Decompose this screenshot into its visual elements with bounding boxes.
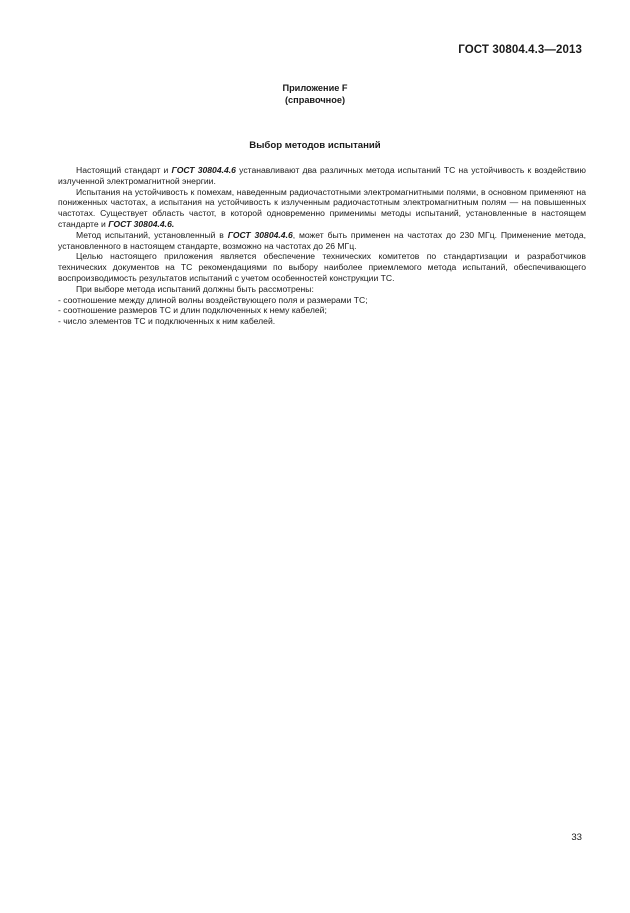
standard-reference: ГОСТ 30804.4.6: [171, 165, 236, 175]
paragraph: [58, 165, 586, 187]
section-title: Выбор методов испытаний: [249, 140, 381, 151]
paragraph-text: Метод испытаний, установленный в: [76, 229, 228, 240]
list-item: - соотношение размеров ТС и длин подключенных к нему кабелей;: [58, 305, 327, 316]
paragraph: Целью настоящего приложения является обеспечение технических комитетов по стандартизации и разработчиков технических документов на ТС рекомендациями по выбору наиболее приемлемого метода испытаний, обеспечивающего воспроизводимость результатов испытаний с учетом особенностей конструкции ТС.: [58, 251, 586, 283]
paragraph-text: Испытания на устойчивость к помехам, наведенным радиочастотными электромагнитными полями, в основном применяют на пониженных частотах, а испытания на устойчивость к излученным радиочастотным электромагнитным полям — на повышенных частотах. Существует область частот, в которой одновременно применимы методы испытаний, установленные в настоящем стандарте и: [58, 186, 586, 229]
body-text: [58, 165, 586, 327]
paragraph: [58, 230, 586, 252]
paragraph-text: Настоящий стандарт и: [76, 165, 172, 175]
paragraph: При выборе метода испытаний должны быть рассмотрены:: [76, 283, 314, 294]
standard-reference: ГОСТ 30804.4.6.: [108, 218, 175, 229]
appendix-heading: [0, 83, 630, 106]
appendix-title: Приложение F: [282, 83, 348, 93]
page-number: 33: [571, 832, 582, 843]
document-number: ГОСТ 30804.4.3—2013: [458, 44, 582, 56]
paragraph-text: устанавливают два различных метода испытаний ТС на устойчивость к воздействию излученной электромагнитной энергии.: [58, 165, 587, 186]
standard-reference: ГОСТ 30804.4.6: [227, 229, 293, 240]
appendix-subtitle: (справочное): [284, 94, 345, 105]
list-item: - соотношение между длиной волны воздействующего поля и размерами ТС;: [58, 294, 368, 305]
paragraph-text: , может быть применен на частотах до 230 МГц. Применение метода, установленного в настоящем стандарте, возможно на частотах до 26 МГц.: [58, 229, 586, 251]
paragraph: [58, 187, 586, 230]
list-item: - число элементов ТС и подключенных к ним кабелей.: [58, 316, 276, 327]
